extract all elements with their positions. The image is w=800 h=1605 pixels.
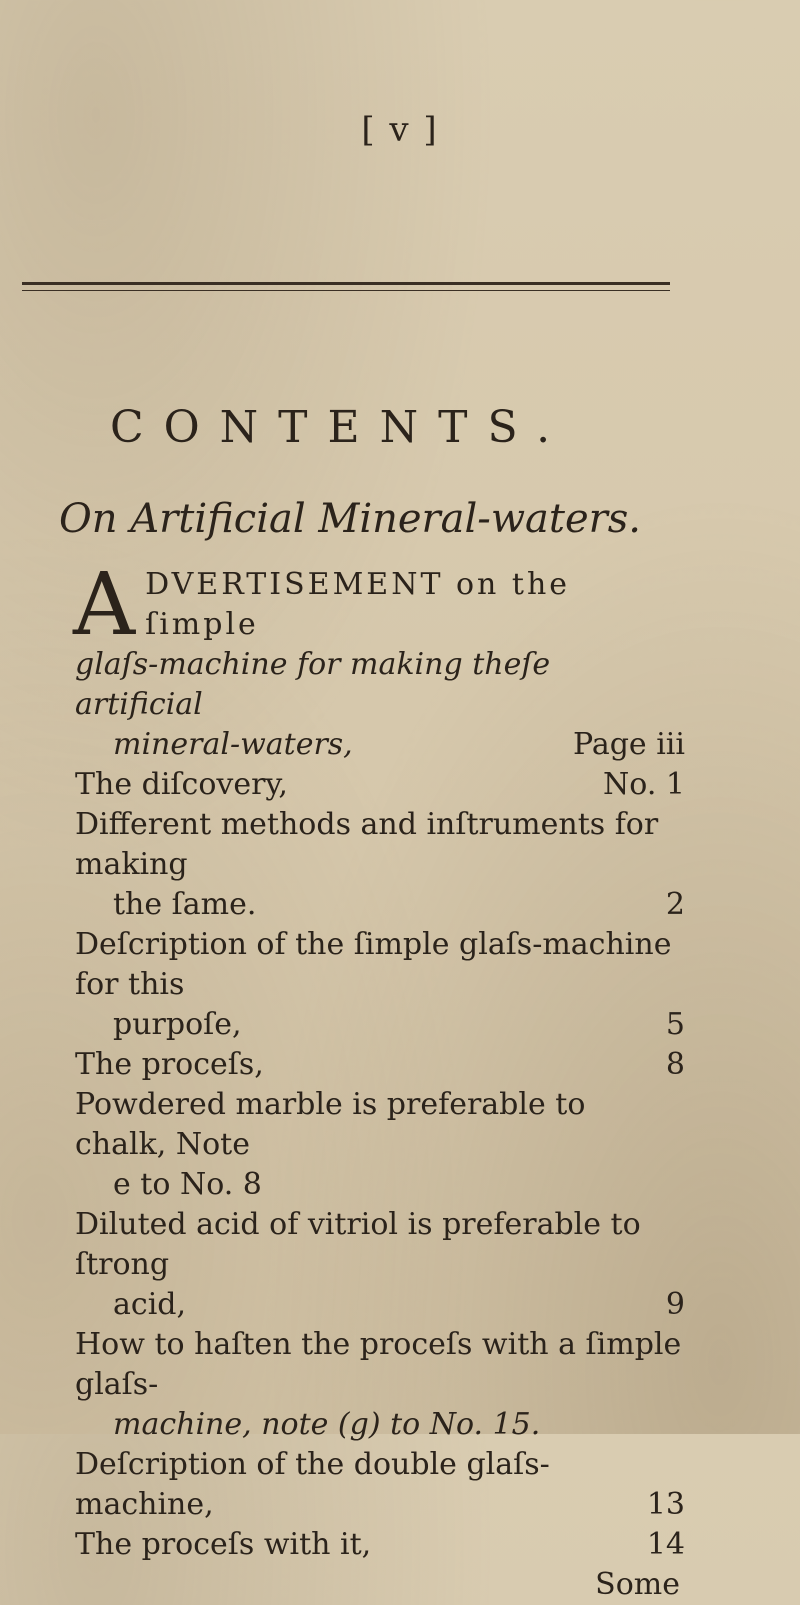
contents-entry	[73, 555, 685, 765]
entry-page: 9	[665, 1287, 685, 1322]
entry-page: Page iii	[572, 727, 685, 762]
contents-entry	[75, 1445, 685, 1525]
entry-line: acid,	[113, 1287, 187, 1322]
entry-line: e to No. 8	[113, 1167, 262, 1202]
contents-heading: CONTENTS.	[109, 402, 571, 453]
entry-line: DVERTISEMENT on the ſimple	[145, 567, 571, 642]
entry-line: How to haſten the proceſs with a ſimple glaſs-	[75, 1327, 682, 1402]
contents-entry	[75, 1045, 685, 1085]
contents-entry	[75, 1525, 685, 1565]
entry-page: No. 1	[603, 767, 685, 802]
entry-line: mineral-waters,	[113, 727, 353, 762]
entry-line: The proceſs with it,	[75, 1527, 372, 1562]
entry-line: purpoſe,	[113, 1007, 242, 1042]
entry-page: 2	[665, 887, 685, 922]
entry-page: 14	[646, 1527, 685, 1562]
drop-cap: A	[73, 555, 136, 655]
double-rule-thin	[22, 290, 670, 291]
contents-entry	[75, 765, 685, 805]
entry-line: Deſcription of the ſimple glaſs-machine for this	[75, 927, 672, 1002]
entry-line: The diſcovery,	[75, 767, 288, 802]
double-rule-thick	[22, 282, 670, 285]
entry-line: machine, note (g) to No. 15.	[113, 1407, 541, 1442]
entry-line: Different methods and inſtruments for making	[75, 807, 659, 882]
page-folio: [ v ]	[361, 110, 439, 150]
section-subtitle: On Artificial Mineral-waters.	[58, 496, 642, 542]
entry-page: 5	[665, 1007, 685, 1042]
contents-list	[73, 555, 685, 1605]
entry-line: Powdered marble is preferable to chalk, Note	[75, 1087, 586, 1162]
contents-entry	[75, 805, 685, 925]
entry-page: 8	[665, 1047, 685, 1082]
entry-line: Diluted acid of vitriol is preferable to ſtrong	[75, 1207, 641, 1282]
entry-line: Deſcription of the double glaſs-machine,	[75, 1447, 550, 1522]
contents-entry	[75, 1085, 685, 1205]
contents-entry	[75, 925, 685, 1045]
entry-line: glaſs-machine for making theſe artificial	[75, 647, 551, 722]
catchword: Some	[595, 1567, 680, 1602]
entry-line: The proceſs,	[75, 1047, 264, 1082]
contents-entry	[75, 1205, 685, 1325]
entry-page: 13	[646, 1487, 685, 1522]
entry-line: the ſame.	[113, 887, 257, 922]
contents-entry	[75, 1325, 685, 1445]
